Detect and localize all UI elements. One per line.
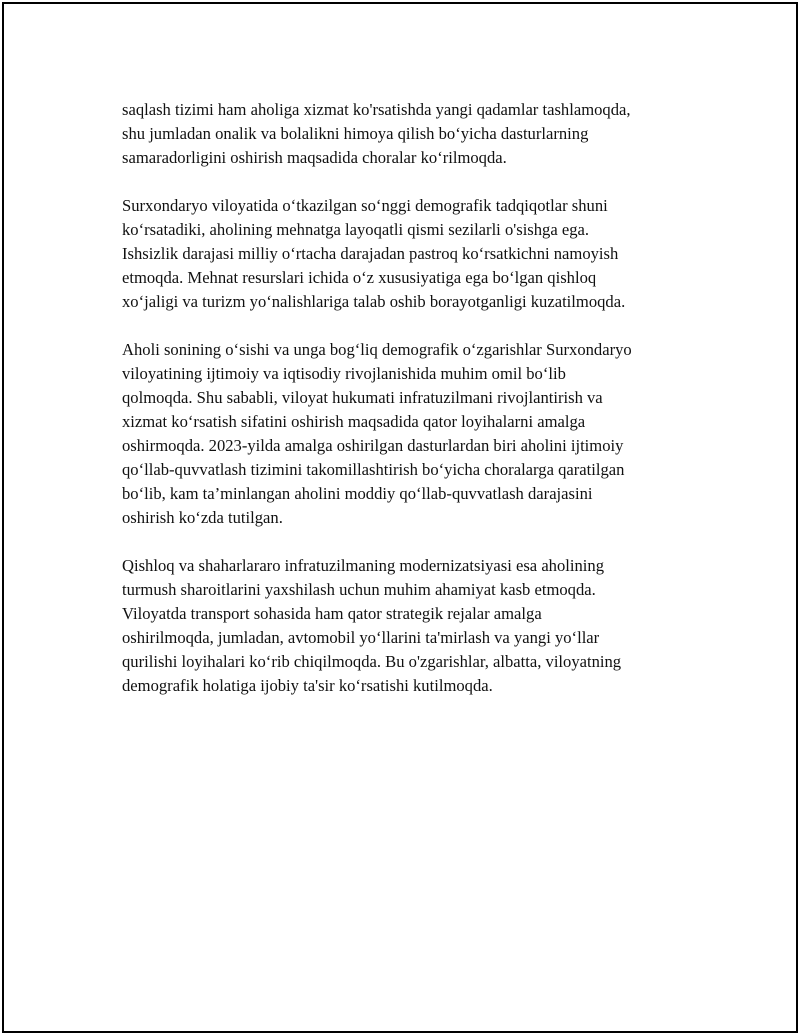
text-line: shu jumladan onalik va bolalikni himoya qilish bo‘yicha dasturlarning <box>122 124 589 143</box>
text-line: oshirish ko‘zda tutilgan. <box>122 508 283 527</box>
text-line: Ishsizlik darajasi milliy o‘rtacha darajadan pastroq ko‘rsatkichni namoyish <box>122 244 619 263</box>
text-line: qolmoqda. Shu sababli, viloyat hukumati infratuzilmani rivojlantirish va <box>122 388 603 407</box>
text-line: qo‘llab-quvvatlash tizimini takomillashtirish bo‘yicha choralarga qaratilgan <box>122 460 625 479</box>
text-line: etmoqda. Mehnat resurslari ichida o‘z xususiyatiga ega bo‘lgan qishloq <box>122 268 597 287</box>
text-line: demografik holatiga ijobiy ta'sir ko‘rsatishi kutilmoqda. <box>122 676 493 695</box>
text-line: Aholi sonining o‘sishi va unga bog‘liq demografik o‘zgarishlar Surxondaryo <box>122 340 632 359</box>
text-line: Qishloq va shaharlararo infratuzilmaning modernizatsiyasi esa aholining <box>122 556 604 575</box>
paragraph <box>122 554 702 698</box>
text-line: qurilishi loyihalari ko‘rib chiqilmoqda. Bu o'zgarishlar, albatta, viloyatning <box>122 652 622 671</box>
text-line: viloyatining ijtimoiy va iqtisodiy rivojlanishida muhim omil bo‘lib <box>122 364 566 383</box>
paragraph <box>122 194 702 314</box>
document-body <box>122 98 702 722</box>
page-frame <box>2 2 798 1033</box>
paragraph <box>122 338 702 530</box>
text-line: ko‘rsatadiki, aholining mehnatga layoqatli qismi sezilarli o'sishga ega. <box>122 220 590 239</box>
text-line: xo‘jaligi va turizm yo‘nalishlariga talab oshib borayotganligi kuzatilmoqda. <box>122 292 626 311</box>
text-line: bo‘lib, kam ta’minlangan aholini moddiy qo‘llab-quvvatlash darajasini <box>122 484 593 503</box>
paragraph <box>122 98 702 170</box>
text-line: saqlash tizimi ham aholiga xizmat ko'rsatishda yangi qadamlar tashlamoqda, <box>122 100 631 119</box>
text-line: samaradorligini oshirish maqsadida choralar ko‘rilmoqda. <box>122 148 507 167</box>
text-line: oshirmoqda. 2023-yilda amalga oshirilgan dasturlardan biri aholini ijtimoiy <box>122 436 624 455</box>
text-line: oshirilmoqda, jumladan, avtomobil yo‘llarini ta'mirlash va yangi yo‘llar <box>122 628 600 647</box>
text-line: Viloyatda transport sohasida ham qator strategik rejalar amalga <box>122 604 542 623</box>
text-line: Surxondaryo viloyatida o‘tkazilgan so‘nggi demografik tadqiqotlar shuni <box>122 196 608 215</box>
text-line: turmush sharoitlarini yaxshilash uchun muhim ahamiyat kasb etmoqda. <box>122 580 596 599</box>
text-line: xizmat ko‘rsatish sifatini oshirish maqsadida qator loyihalarni amalga <box>122 412 586 431</box>
